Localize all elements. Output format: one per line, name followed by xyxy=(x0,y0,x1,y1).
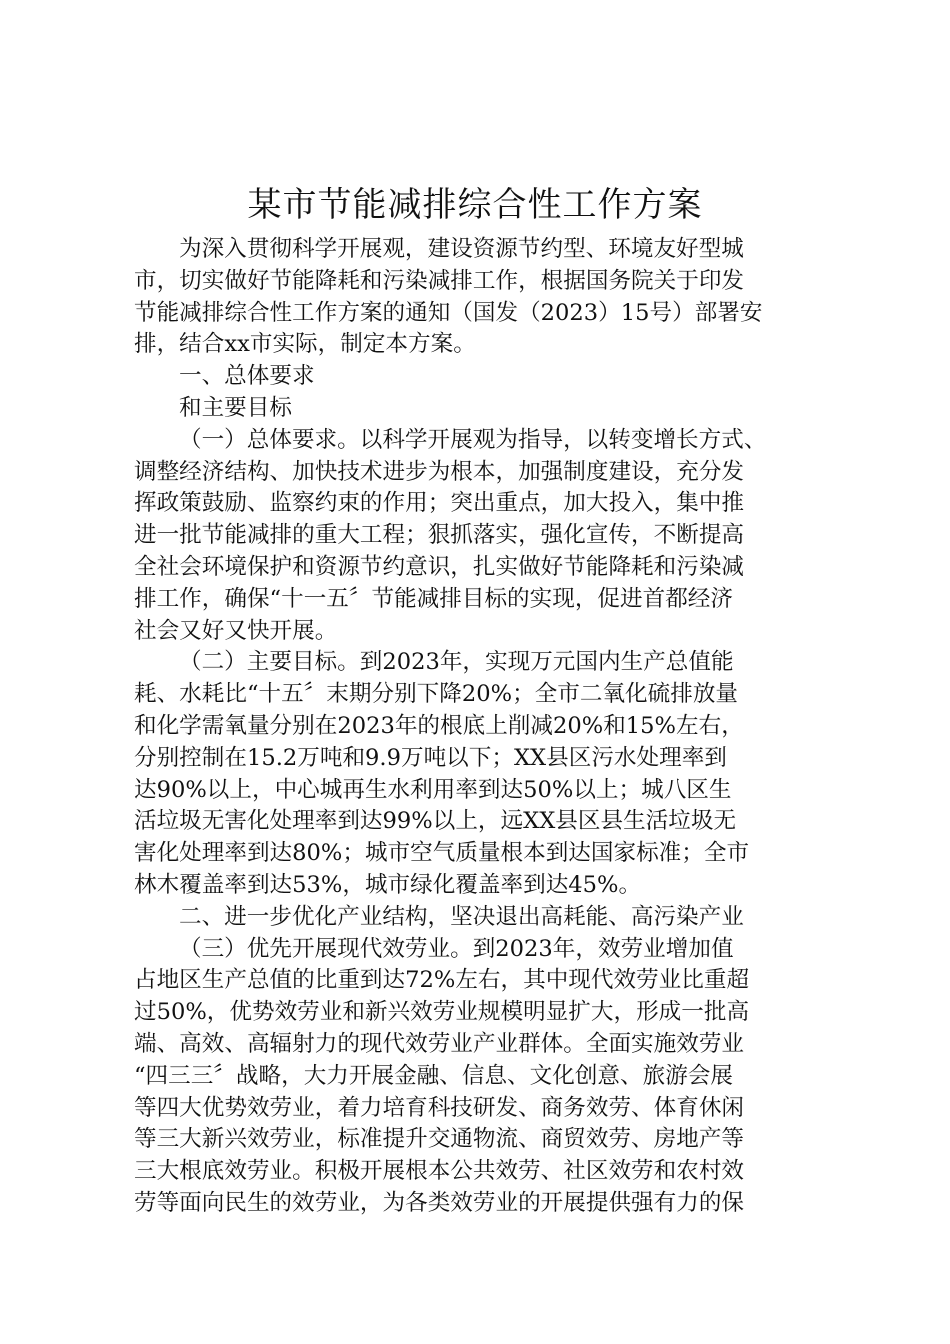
body-line: 和化学需氧量分别在2023年的根底上削减20%和15%左右， xyxy=(134,712,744,739)
body-line: 社会又好又快开展。 xyxy=(134,617,338,644)
body-line: 排，结合xx市实际，制定本方案。 xyxy=(134,331,476,358)
body-line: 耗、水耗比“十五〞末期分别下降20%；全市二氧化硫排放量 xyxy=(134,681,739,708)
body-line: 三大根底效劳业。积极开展根本公共效劳、社区效劳和农村效 xyxy=(134,1158,745,1185)
body-line: 等四大优势效劳业，着力培育科技研发、商务效劳、体育休闲 xyxy=(134,1094,745,1121)
body-line: “四三三〞战略，大力开展金融、信息、文化创意、旅游会展 xyxy=(134,1062,733,1089)
body-line: 节能减排综合性工作方案的通知（国发（2023）15号）部署安 xyxy=(134,299,763,326)
body-line: 劳等面向民生的效劳业，为各类效劳业的开展提供强有力的保 xyxy=(134,1189,745,1216)
body-line: 达90%以上，中心城再生水利用率到达50%以上；城八区生 xyxy=(134,776,732,803)
body-line: 林木覆盖率到达53%，城市绿化覆盖率到达45%。 xyxy=(134,871,642,898)
body-line: 占地区生产总值的比重到达72%左右，其中现代效劳业比重超 xyxy=(134,967,750,994)
body-line: 挥政策鼓励、监察约束的作用；突出重点，加大投入，集中推 xyxy=(134,490,745,517)
body-line: 为深入贯彻科学开展观，建设资源节约型、环境友好型城 xyxy=(179,236,744,262)
body-line: 分别控制在15.2万吨和9.9万吨以下；XX县区污水处理率到 xyxy=(134,744,727,771)
body-line: 排工作，确保“十一五〞节能减排目标的实现，促进首都经济 xyxy=(134,585,733,612)
body-line: （一）总体要求。以科学开展观为指导，以转变增长方式、 xyxy=(179,426,767,453)
body-line: 调整经济结构、加快技术进步为根本，加强制度建设，充分发 xyxy=(134,458,745,485)
body-line: 市，切实做好节能降耗和污染减排工作，根据国务院关于印发 xyxy=(134,267,745,294)
body-line: 端、高效、高辐射力的现代效劳业产业群体。全面实施效劳业 xyxy=(134,1030,745,1057)
body-line: （三）优先开展现代效劳业。到2023年，效劳业增加值 xyxy=(179,935,734,962)
body-line: （二）主要目标。到2023年，实现万元国内生产总值能 xyxy=(179,649,734,676)
body-line: 全社会环境保护和资源节约意识，扎实做好节能降耗和污染减 xyxy=(134,553,745,580)
body-line: 一、总体要求 xyxy=(179,363,315,390)
body-line: 过50%，优势效劳业和新兴效劳业规模明显扩大，形成一批高 xyxy=(134,999,750,1026)
body-line: 活垃圾无害化处理率到达99%以上，远XX县区县生活垃圾无 xyxy=(134,808,737,835)
document-body xyxy=(134,234,834,1220)
body-line: 等三大新兴效劳业，标准提升交通物流、商贸效劳、房地产等 xyxy=(134,1126,745,1153)
body-line: 进一批节能减排的重大工程；狠抓落实，强化宣传，不断提高 xyxy=(134,522,745,549)
document-title: 某市节能减排综合性工作方案 xyxy=(247,185,703,225)
body-line: 和主要目标 xyxy=(179,394,292,421)
body-line: 二、进一步优化产业结构，坚决退出高耗能、高污染产业 xyxy=(179,903,744,930)
body-line: 害化处理率到达80%；城市空气质量根本到达国家标准；全市 xyxy=(134,840,750,867)
